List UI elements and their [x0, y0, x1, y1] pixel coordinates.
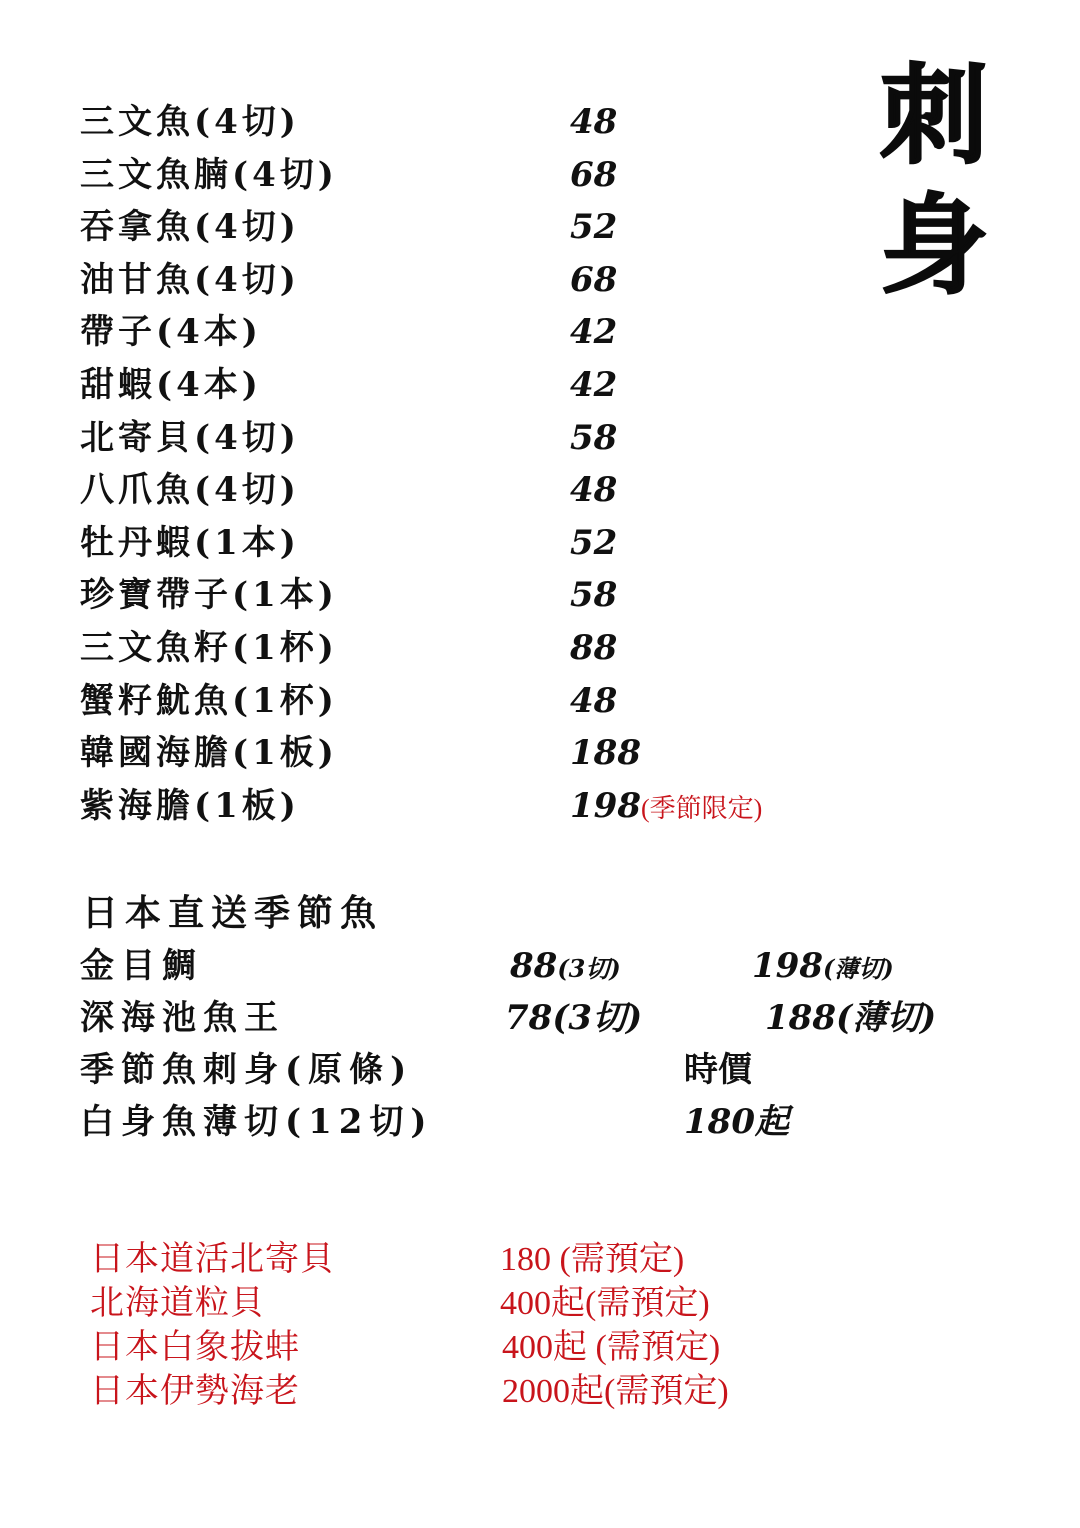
item-price: 180 (需預定): [500, 1241, 685, 1278]
price-value: 188: [765, 998, 836, 1038]
item-name: 紫海膽(1板): [80, 785, 300, 826]
item-name: 白身魚薄切(12切): [80, 1102, 434, 1142]
item-price: 42: [570, 312, 618, 353]
item-name: 三文魚腩(4切): [80, 154, 338, 195]
reservation-item: [90, 1326, 890, 1370]
item-name: 日本伊勢海老: [90, 1373, 300, 1410]
reservation-item: [90, 1282, 890, 1326]
seasonal-limited-note: (季節限定): [640, 793, 763, 823]
menu-item: [80, 412, 840, 465]
price-unit: (薄切): [822, 954, 894, 983]
item-name: 牡丹蝦(1本): [80, 522, 300, 563]
menu-item: [80, 306, 840, 359]
price-unit: (3切): [557, 954, 621, 983]
item-name: 帶子(4本): [80, 312, 262, 353]
menu-item: [80, 727, 840, 780]
seasonal-item: [80, 1096, 980, 1148]
menu-item: [80, 96, 840, 149]
item-name: 韓國海膽(1板): [80, 733, 338, 774]
item-price: 52: [570, 207, 618, 248]
item-name: 深海池魚王: [80, 998, 285, 1038]
price-value: 88: [510, 946, 558, 986]
seasonal-item: [80, 992, 980, 1044]
menu-item: [80, 201, 840, 254]
item-price-cut: [505, 992, 642, 1044]
item-name: 珍寶帶子(1本): [80, 575, 338, 616]
item-price-thin: [765, 992, 936, 1044]
item-price-value: 198: [570, 785, 641, 826]
item-name: 北海道粒貝: [90, 1285, 265, 1322]
menu-item: [80, 675, 840, 728]
menu-item: [80, 359, 840, 412]
price-unit: (薄切): [835, 998, 937, 1038]
menu-item: [80, 569, 840, 622]
item-price: 88: [570, 627, 618, 668]
item-name: 三文魚(4切): [80, 102, 300, 142]
seasonal-item: [80, 1044, 980, 1096]
menu-item: [80, 517, 840, 570]
item-name: 北寄貝(4切): [80, 417, 300, 458]
item-price: 48: [570, 680, 618, 721]
item-name: 金目鯛: [80, 946, 203, 986]
item-name: 三文魚籽(1杯): [80, 627, 338, 668]
seasonal-section-title: 日本直送季節魚: [82, 892, 384, 934]
item-price: 68: [570, 259, 618, 300]
menu-item: [80, 149, 840, 202]
item-price: 58: [570, 575, 618, 616]
reservation-list: [90, 1238, 890, 1414]
sashimi-list: [80, 96, 840, 832]
item-price: 42: [570, 364, 618, 405]
item-name: 蟹籽魷魚(1杯): [80, 680, 338, 721]
item-price: 188: [570, 733, 641, 774]
item-price: 400起 (需預定): [502, 1329, 721, 1366]
menu-item: [80, 254, 840, 307]
price-value: 198: [752, 946, 823, 986]
item-name: 季節魚刺身(原條): [80, 1050, 414, 1090]
item-price: 時價: [684, 1050, 752, 1090]
item-price: 58: [570, 417, 618, 458]
price-value: 78: [505, 998, 553, 1038]
item-name: 日本白象拔蚌: [90, 1329, 300, 1366]
reservation-item: [90, 1370, 890, 1414]
seasonal-fish-list: [80, 940, 980, 1148]
item-name: 吞拿魚(4切): [80, 207, 300, 248]
menu-item: [80, 780, 840, 833]
reservation-item: [90, 1238, 890, 1282]
item-price: 48: [570, 102, 618, 142]
item-price: 48: [570, 470, 618, 511]
item-price: 2000起(需預定): [502, 1373, 729, 1410]
seasonal-item: [80, 940, 980, 992]
menu-title-char-1: 刺: [880, 53, 989, 179]
item-price: 68: [570, 154, 618, 195]
item-name: 甜蝦(4本): [80, 364, 262, 405]
item-price: 400起(需預定): [500, 1285, 710, 1322]
menu-item: [80, 622, 840, 675]
item-price-cut: [510, 940, 621, 995]
menu-item: [80, 464, 840, 517]
item-price-thin: [752, 940, 894, 995]
menu-title-char-2: 身: [880, 183, 989, 309]
item-name: 油甘魚(4切): [80, 259, 300, 300]
item-price: 52: [570, 522, 618, 563]
item-name: 八爪魚(4切): [80, 470, 300, 511]
item-name: 日本道活北寄貝: [90, 1241, 335, 1278]
item-price: [570, 780, 762, 835]
item-price: 180起: [684, 1102, 789, 1142]
price-unit: (3切): [552, 998, 643, 1038]
